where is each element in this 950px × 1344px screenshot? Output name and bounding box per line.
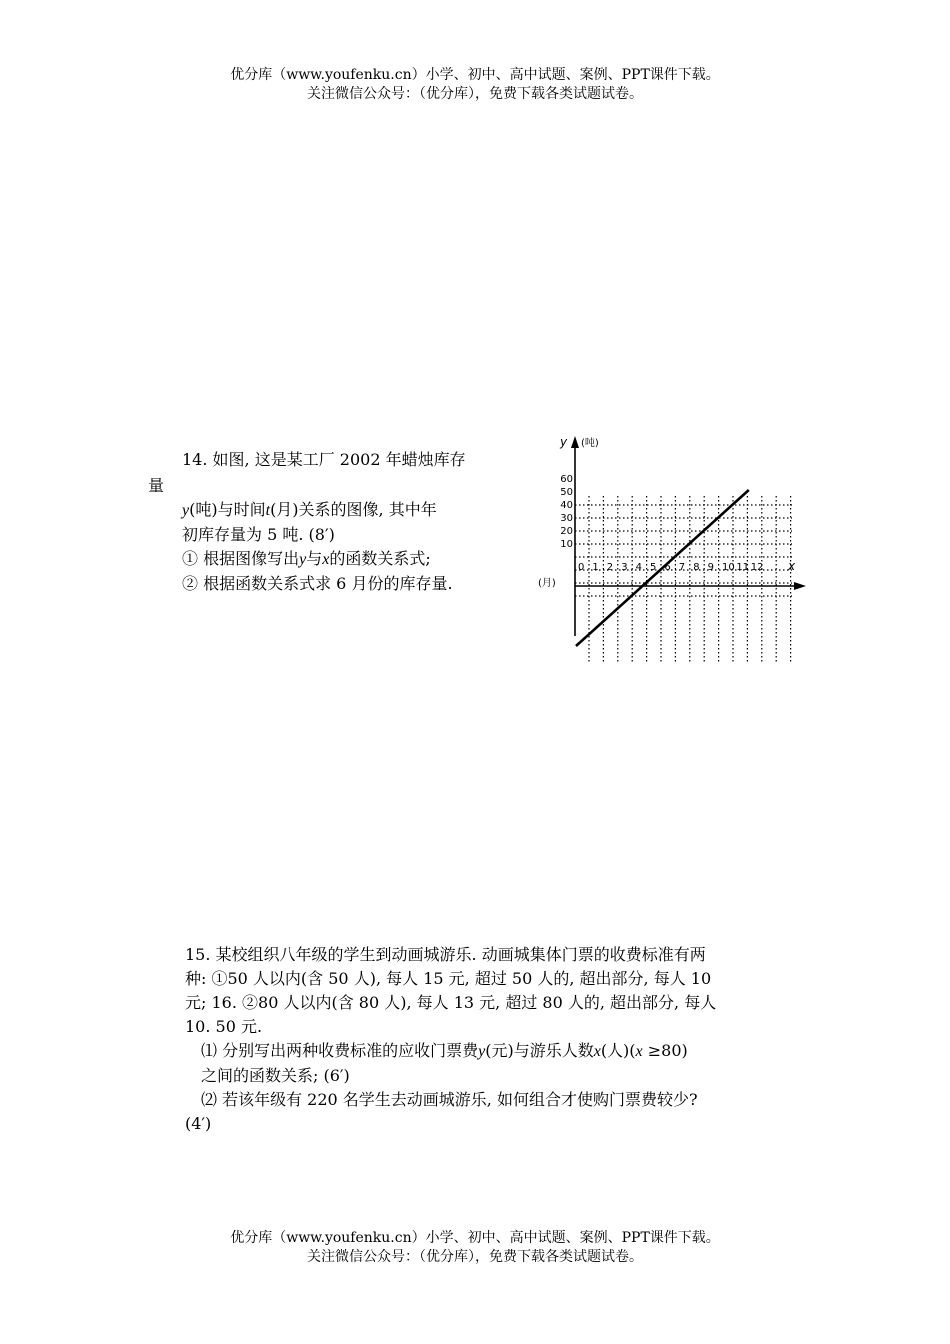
x-axis-label: x [788,559,796,573]
footer-line-1: 优分库（www.youfenku.cn）小学、初中、高中试题、案例、PPT课件下载。 [230,1230,720,1246]
x-tick-label: 5 [650,562,657,573]
y-tick-label: 40 [560,500,573,511]
q14-t-var: t [265,502,271,519]
x-tick-label: 7 [678,562,686,573]
page-footer [0,1229,950,1267]
q15-p1-pre: ⑴ 分别写出两种收费标准的应收门票费 [201,1041,479,1060]
x-tick-label: 12 [750,562,764,573]
q15-part-1 [185,1039,810,1064]
header-line-2: 关注微信公众号：（优分库），免费下载各类试题试卷。 [307,86,643,102]
page-header [0,66,950,104]
q15-p1-y: y [478,1043,486,1060]
q14-line-1-wrap: 量 [148,476,165,495]
q14-sub-2: ② 根据函数关系式求 6 月份的库存量. [182,574,453,593]
q15-line-3: 元; 16. ②80 人以内(含 80 人), 每人 13 元, 超过 80 人的, 超出部分, 每人 [185,993,717,1012]
q14-sub-1 [148,547,508,572]
x-tick-label: 4 [635,562,642,573]
x-tick-label: 1 [592,562,599,573]
q14-y-var: y [182,502,190,519]
chart-grid [575,496,792,662]
q14-sub-1-y: y [299,551,307,568]
x-tick-label: 2 [606,562,614,573]
question-15 [185,943,810,1136]
x-tick-label: 8 [693,562,700,573]
q14-line-2-end: (月)关系的图像, 其中年 [270,500,437,519]
header-line-1: 优分库（www.youfenku.cn）小学、初中、高中试题、案例、PPT课件下载。 [230,67,720,83]
footer-line-2: 关注微信公众号：（优分库），免费下载各类试题试卷。 [307,1249,643,1265]
x-axis-arrow [794,582,806,590]
y-axis-label: y [560,435,568,449]
q14-line-2-text: (吨)与时间 [189,500,266,519]
x-tick-label: 10 [722,562,735,573]
x-tick-label: 3 [621,562,628,573]
x-tick-label: 6 [664,562,671,573]
q15-part-1-line-2: 之间的函数关系; (6′) [201,1066,350,1085]
q15-part-2: ⑵ 若该年级有 220 名学生去动画城游乐, 如何组合才使购门票费较少? [201,1090,698,1109]
q15-line-2: 种: ①50 人以内(含 50 人), 每人 15 元, 超过 50 人的, 超出部分, 每人 10 [185,969,712,988]
y-tick-label: 30 [560,513,573,524]
q15-p1-cond-x: x [635,1043,643,1060]
q14-line-1: 14. 如图, 这是某工厂 2002 年蜡烛库存 [182,450,466,469]
q15-p1-mid2: (人)( [600,1041,636,1060]
q14-line-2 [148,498,508,523]
q14-sub-1-mid: 与 [306,549,323,568]
q14-sub-1-x: x [322,551,330,568]
q14-sub-1-pre: ① 根据图像写出 [182,549,300,568]
x-tick-label: 9 [707,562,714,573]
inventory-chart [530,430,820,670]
x-axis-unit: (月) [538,578,556,589]
y-tick-label: 60 [560,474,573,485]
question-14 [148,448,508,596]
y-axis-unit: (吨) [581,438,599,449]
q15-line-4: 10. 50 元. [185,1017,263,1036]
q14-sub-1-post: 的函数关系式; [329,549,431,568]
q15-line-1: 15. 某校组织八年级的学生到动画城游乐. 动画城集体门票的收费标准有两 [185,945,706,964]
q14-line-3: 初库存量为 5 吨. (8′) [182,525,335,544]
y-axis-arrow [571,436,579,448]
q15-p1-mid: (元)与游乐人数 [485,1041,594,1060]
chart-tick-labels [560,474,763,573]
q15-p1-x: x [593,1043,601,1060]
x-tick-label: 11 [736,562,750,573]
q15-p1-cond: ≥80) [642,1041,688,1060]
y-tick-label: 10 [560,539,573,550]
y-tick-label: 20 [560,526,573,537]
chart-axes [571,436,806,636]
y-tick-label: 50 [560,487,573,498]
q15-part-2-line-2: (4′) [185,1114,212,1133]
x-tick-label: 0 [578,562,585,573]
